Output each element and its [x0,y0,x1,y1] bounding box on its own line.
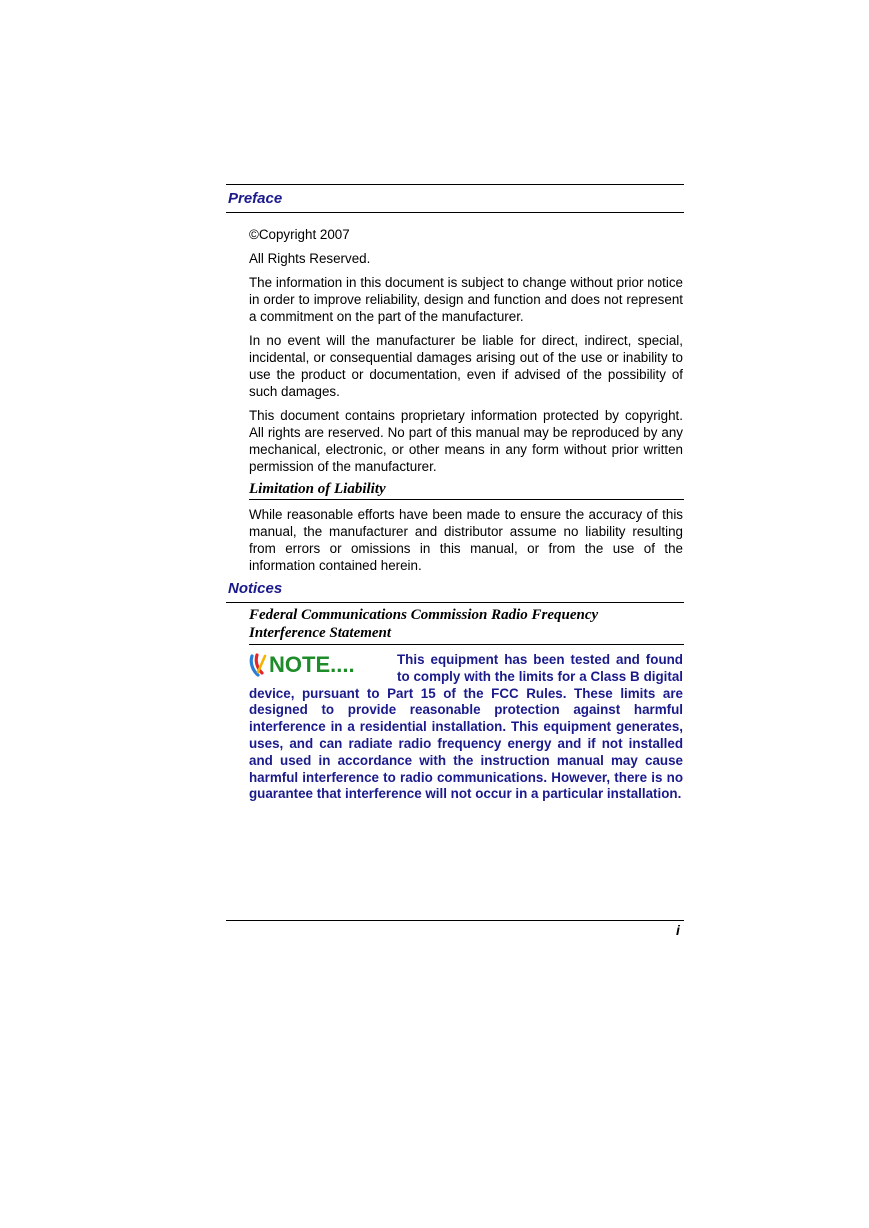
note-text: This equipment has been tested and found to comply with the limits for a Class B digital device, pursuant to Part 15 of the FCC Rules. These limits are designed to provide reasonable protection against harmful interference in a residential installation. This equipment generates, uses, and can radiate radio frequency energy and if not installed and used in accordance with the instruction manual may cause harmful interference to radio communications. However, there is no guarantee that interference will not occur in a particular installation. [249,652,683,802]
liability-body [249,506,683,581]
preface-body [249,226,683,482]
fcc-rule [249,644,684,645]
fcc-heading-line2: Interference Statement [249,625,392,641]
footer-rule [226,920,684,921]
notices-rule [226,602,684,603]
rights-line: All Rights Reserved. [249,251,371,266]
liability-paragraph: While reasonable efforts have been made to ensure the accuracy of this manual, the manufacturer and distributor assume no liability resulting from errors or omissions in this manual, or from the use of the information contained herein. [249,507,683,573]
info-paragraph: The information in this document is subject to change without prior notice in order to improve reliability, design and function and does not represent a commitment on the part of the manufacturer. [249,275,683,324]
fcc-heading-line1: Federal Communications Commission Radio Frequency [249,607,599,623]
page-number: i [676,922,680,938]
notices-title: Notices [228,580,283,597]
liability-disclaimer-paragraph: In no event will the manufacturer be liable for direct, indirect, special, incidental, or consequential damages arising out of the use or inability to use the product or documentation, even if advised of the possibility of such damages. [249,333,683,399]
header-bottom-rule [226,212,684,213]
copyright-line: ©Copyright 2007 [249,227,350,242]
note-logo-text: NOTE.... [269,652,355,677]
page-title: Preface [228,190,283,207]
fcc-heading [249,606,683,642]
note-icon [249,652,377,678]
liability-rule [249,499,684,500]
header-top-rule [226,184,684,185]
proprietary-paragraph: This document contains proprietary information protected by copyright. All rights are reserved. No part of this manual may be reproduced by any mechanical, electronic, or other means in any form without prior written permission of the manufacturer. [249,408,683,474]
liability-heading: Limitation of Liability [249,481,386,497]
fcc-note [249,652,683,803]
